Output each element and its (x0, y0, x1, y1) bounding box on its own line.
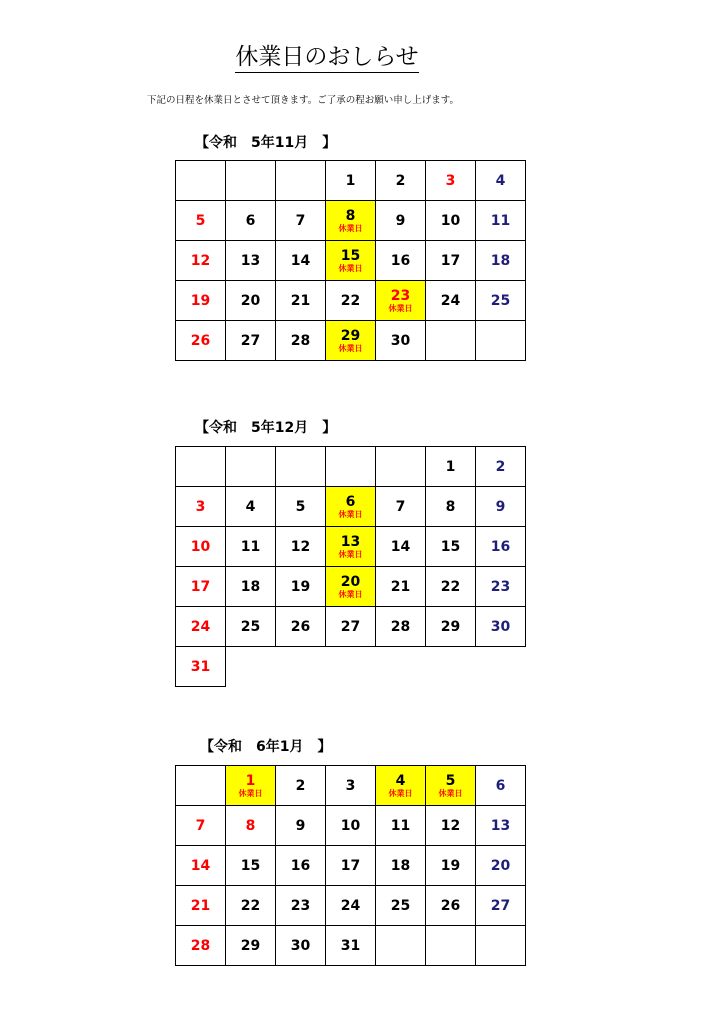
calendar-week-row (176, 567, 526, 607)
calendar-empty-cell (176, 766, 226, 806)
calendar-day-cell (376, 281, 426, 321)
calendar-day-cell (226, 527, 276, 567)
day-number: 30 (490, 618, 511, 635)
calendar-day-cell (376, 241, 426, 281)
day-number: 27 (240, 332, 261, 349)
day-number: 25 (390, 897, 411, 914)
calendar-day-cell (176, 321, 226, 361)
calendar-week-row (176, 201, 526, 241)
day-number: 21 (290, 292, 311, 309)
day-number: 3 (195, 498, 206, 515)
closed-day-label: 休業日 (338, 263, 363, 273)
calendar-week-row (176, 241, 526, 281)
day-number: 14 (190, 857, 211, 874)
calendar-day-cell (326, 846, 376, 886)
calendar-day-cell (226, 281, 276, 321)
calendar-day-cell (376, 806, 426, 846)
calendar-day-cell (376, 607, 426, 647)
calendar-day-cell (476, 161, 526, 201)
calendar-blank (476, 647, 526, 687)
day-number: 19 (190, 292, 211, 309)
closed-day-label: 休業日 (338, 509, 363, 519)
day-number: 6 (495, 777, 506, 794)
day-number: 17 (340, 857, 361, 874)
calendar-day-cell (426, 886, 476, 926)
calendar-day-cell (476, 567, 526, 607)
day-number: 21 (190, 897, 211, 914)
calendar-2024-01 (175, 765, 526, 966)
calendar-day-cell (426, 487, 476, 527)
month-label-2024-01: 【令和 6年1月 】 (200, 739, 332, 755)
calendar-day-cell (476, 201, 526, 241)
calendar-week-row (176, 886, 526, 926)
day-number: 22 (240, 897, 261, 914)
day-number: 27 (340, 618, 361, 635)
day-number: 6 (345, 493, 356, 510)
closed-day-label: 休業日 (388, 303, 413, 313)
calendar-day-cell (226, 846, 276, 886)
calendar-day-cell (326, 806, 376, 846)
calendar-day-cell (426, 766, 476, 806)
calendar-2023-12 (175, 446, 526, 687)
closed-day-label: 休業日 (338, 223, 363, 233)
calendar-week-row (176, 321, 526, 361)
calendar-empty-cell (226, 161, 276, 201)
day-number: 7 (395, 498, 406, 515)
page-title-text: 休業日のおしらせ (235, 44, 418, 73)
day-number: 25 (240, 618, 261, 635)
calendar-day-cell (176, 281, 226, 321)
calendar-day-cell (376, 846, 426, 886)
calendar-day-cell (326, 926, 376, 966)
day-number: 29 (240, 937, 261, 954)
day-number: 4 (245, 498, 256, 515)
calendar-week-row (176, 487, 526, 527)
calendar-2023-11 (175, 160, 526, 361)
day-number: 23 (290, 897, 311, 914)
day-number: 11 (240, 538, 261, 555)
calendar-day-cell (426, 447, 476, 487)
calendar-day-cell (326, 241, 376, 281)
calendar-empty-cell (426, 926, 476, 966)
day-number: 31 (340, 937, 361, 954)
day-number: 26 (290, 618, 311, 635)
closed-day-label: 休業日 (438, 788, 463, 798)
day-number: 15 (240, 857, 261, 874)
page-title (0, 42, 654, 72)
calendar-week-row (176, 527, 526, 567)
calendar-day-cell (276, 806, 326, 846)
calendar-empty-cell (476, 321, 526, 361)
calendar-day-cell (276, 886, 326, 926)
calendar-day-cell (176, 926, 226, 966)
day-number: 22 (440, 578, 461, 595)
day-number: 13 (340, 533, 361, 550)
day-number: 5 (445, 772, 456, 789)
day-number: 19 (290, 578, 311, 595)
calendar-day-cell (226, 886, 276, 926)
calendar-day-cell (426, 201, 476, 241)
calendar-empty-cell (476, 926, 526, 966)
month-label-2023-11: 【令和 5年11月 】 (195, 135, 337, 151)
calendar-day-cell (276, 607, 326, 647)
calendar-day-cell (176, 487, 226, 527)
day-number: 24 (190, 618, 211, 635)
day-number: 11 (390, 817, 411, 834)
day-number: 8 (245, 817, 256, 834)
day-number: 10 (190, 538, 211, 555)
calendar-day-cell (326, 321, 376, 361)
calendar-day-cell (176, 241, 226, 281)
day-number: 15 (440, 538, 461, 555)
closed-day-label: 休業日 (338, 343, 363, 353)
calendar-day-cell (326, 527, 376, 567)
day-number: 28 (190, 937, 211, 954)
day-number: 4 (395, 772, 406, 789)
day-number: 8 (445, 498, 456, 515)
day-number: 14 (290, 252, 311, 269)
day-number: 24 (340, 897, 361, 914)
day-number: 30 (390, 332, 411, 349)
calendar-day-cell (376, 766, 426, 806)
calendar-day-cell (276, 527, 326, 567)
calendar-day-cell (376, 567, 426, 607)
day-number: 13 (490, 817, 511, 834)
day-number: 28 (390, 618, 411, 635)
calendar-day-cell (226, 567, 276, 607)
day-number: 30 (290, 937, 311, 954)
calendar-day-cell (326, 766, 376, 806)
calendar-day-cell (226, 201, 276, 241)
day-number: 29 (340, 327, 361, 344)
day-number: 27 (490, 897, 511, 914)
calendar-blank (326, 647, 376, 687)
closed-day-label: 休業日 (238, 788, 263, 798)
calendar-day-cell (226, 766, 276, 806)
day-number: 4 (495, 172, 506, 189)
day-number: 23 (390, 287, 411, 304)
day-number: 16 (290, 857, 311, 874)
calendar-day-cell (326, 886, 376, 926)
day-number: 28 (290, 332, 311, 349)
day-number: 1 (345, 172, 356, 189)
day-number: 10 (440, 212, 461, 229)
calendar-day-cell (476, 241, 526, 281)
calendar-day-cell (476, 447, 526, 487)
calendar-week-row (176, 846, 526, 886)
calendar-day-cell (276, 281, 326, 321)
calendar-day-cell (176, 806, 226, 846)
day-number: 15 (340, 247, 361, 264)
calendar-day-cell (476, 886, 526, 926)
day-number: 18 (390, 857, 411, 874)
calendar-day-cell (476, 806, 526, 846)
calendar-day-cell (376, 161, 426, 201)
calendar-day-cell (376, 487, 426, 527)
day-number: 7 (295, 212, 306, 229)
calendar-day-cell (426, 281, 476, 321)
calendar-day-cell (326, 567, 376, 607)
calendar-day-cell (426, 161, 476, 201)
day-number: 3 (345, 777, 356, 794)
calendar-day-cell (176, 527, 226, 567)
calendar-day-cell (376, 321, 426, 361)
calendar-week-row (176, 806, 526, 846)
day-number: 9 (295, 817, 306, 834)
day-number: 19 (440, 857, 461, 874)
calendar-day-cell (426, 567, 476, 607)
day-number: 17 (440, 252, 461, 269)
day-number: 5 (195, 212, 206, 229)
calendar-day-cell (326, 201, 376, 241)
day-number: 2 (395, 172, 406, 189)
day-number: 5 (295, 498, 306, 515)
day-number: 9 (395, 212, 406, 229)
notice-text: 下記の日程を休業日とさせて頂きます。ご了承の程お願い申し上げます。 (147, 95, 459, 106)
calendar-day-cell (226, 607, 276, 647)
calendar-day-cell (276, 846, 326, 886)
day-number: 3 (445, 172, 456, 189)
day-number: 16 (490, 538, 511, 555)
calendar-day-cell (426, 806, 476, 846)
day-number: 18 (490, 252, 511, 269)
calendar-empty-cell (376, 447, 426, 487)
calendar-day-cell (376, 527, 426, 567)
calendar-day-cell (176, 607, 226, 647)
calendar-blank (376, 647, 426, 687)
calendar-day-cell (426, 846, 476, 886)
day-number: 24 (440, 292, 461, 309)
calendar-empty-cell (326, 447, 376, 487)
calendar-blank (426, 647, 476, 687)
day-number: 26 (190, 332, 211, 349)
calendar-week-row (176, 607, 526, 647)
calendar-week-row (176, 926, 526, 966)
calendar-day-cell (476, 527, 526, 567)
closed-day-label: 休業日 (338, 589, 363, 599)
calendar-day-cell (476, 281, 526, 321)
day-number: 16 (390, 252, 411, 269)
day-number: 12 (190, 252, 211, 269)
calendar-day-cell (476, 487, 526, 527)
calendar-week-row (176, 161, 526, 201)
calendar-day-cell (226, 926, 276, 966)
calendar-empty-cell (226, 447, 276, 487)
calendar-empty-cell (276, 161, 326, 201)
day-number: 10 (340, 817, 361, 834)
calendar-day-cell (426, 527, 476, 567)
day-number: 21 (390, 578, 411, 595)
calendar-day-cell (176, 647, 226, 687)
calendar-week-row (176, 447, 526, 487)
day-number: 12 (440, 817, 461, 834)
calendar-day-cell (326, 607, 376, 647)
month-label-2023-12: 【令和 5年12月 】 (195, 420, 337, 436)
closed-day-label: 休業日 (338, 549, 363, 559)
calendar-day-cell (226, 487, 276, 527)
calendar-empty-cell (176, 447, 226, 487)
calendar-day-cell (376, 886, 426, 926)
day-number: 17 (190, 578, 211, 595)
day-number: 13 (240, 252, 261, 269)
calendar-empty-cell (276, 447, 326, 487)
day-number: 7 (195, 817, 206, 834)
day-number: 2 (295, 777, 306, 794)
day-number: 20 (490, 857, 511, 874)
calendar-day-cell (326, 487, 376, 527)
calendar-day-cell (276, 567, 326, 607)
calendar-day-cell (376, 201, 426, 241)
day-number: 2 (495, 458, 506, 475)
calendar-day-cell (426, 241, 476, 281)
calendar-blank (276, 647, 326, 687)
calendar-empty-cell (426, 321, 476, 361)
calendar-day-cell (326, 281, 376, 321)
day-number: 9 (495, 498, 506, 515)
calendar-empty-cell (376, 926, 426, 966)
day-number: 12 (290, 538, 311, 555)
calendar-day-cell (176, 201, 226, 241)
calendar-day-cell (426, 607, 476, 647)
closed-day-label: 休業日 (388, 788, 413, 798)
calendar-day-cell (476, 766, 526, 806)
day-number: 31 (190, 658, 211, 675)
calendar-day-cell (276, 766, 326, 806)
calendar-day-cell (276, 241, 326, 281)
day-number: 18 (240, 578, 261, 595)
day-number: 20 (240, 292, 261, 309)
calendar-day-cell (276, 487, 326, 527)
calendar-week-row (176, 647, 526, 687)
day-number: 25 (490, 292, 511, 309)
day-number: 26 (440, 897, 461, 914)
calendar-day-cell (276, 926, 326, 966)
day-number: 14 (390, 538, 411, 555)
calendar-day-cell (176, 567, 226, 607)
day-number: 23 (490, 578, 511, 595)
calendar-day-cell (276, 321, 326, 361)
day-number: 8 (345, 207, 356, 224)
day-number: 22 (340, 292, 361, 309)
day-number: 1 (245, 772, 256, 789)
calendar-day-cell (176, 846, 226, 886)
calendar-day-cell (226, 806, 276, 846)
calendar-day-cell (326, 161, 376, 201)
day-number: 1 (445, 458, 456, 475)
calendar-week-row (176, 766, 526, 806)
calendar-day-cell (276, 201, 326, 241)
calendar-blank (226, 647, 276, 687)
day-number: 11 (490, 212, 511, 229)
day-number: 29 (440, 618, 461, 635)
calendar-day-cell (476, 846, 526, 886)
calendar-day-cell (476, 607, 526, 647)
day-number: 20 (340, 573, 361, 590)
calendar-day-cell (226, 321, 276, 361)
calendar-day-cell (176, 886, 226, 926)
day-number: 6 (245, 212, 256, 229)
calendar-day-cell (226, 241, 276, 281)
calendar-week-row (176, 281, 526, 321)
calendar-empty-cell (176, 161, 226, 201)
